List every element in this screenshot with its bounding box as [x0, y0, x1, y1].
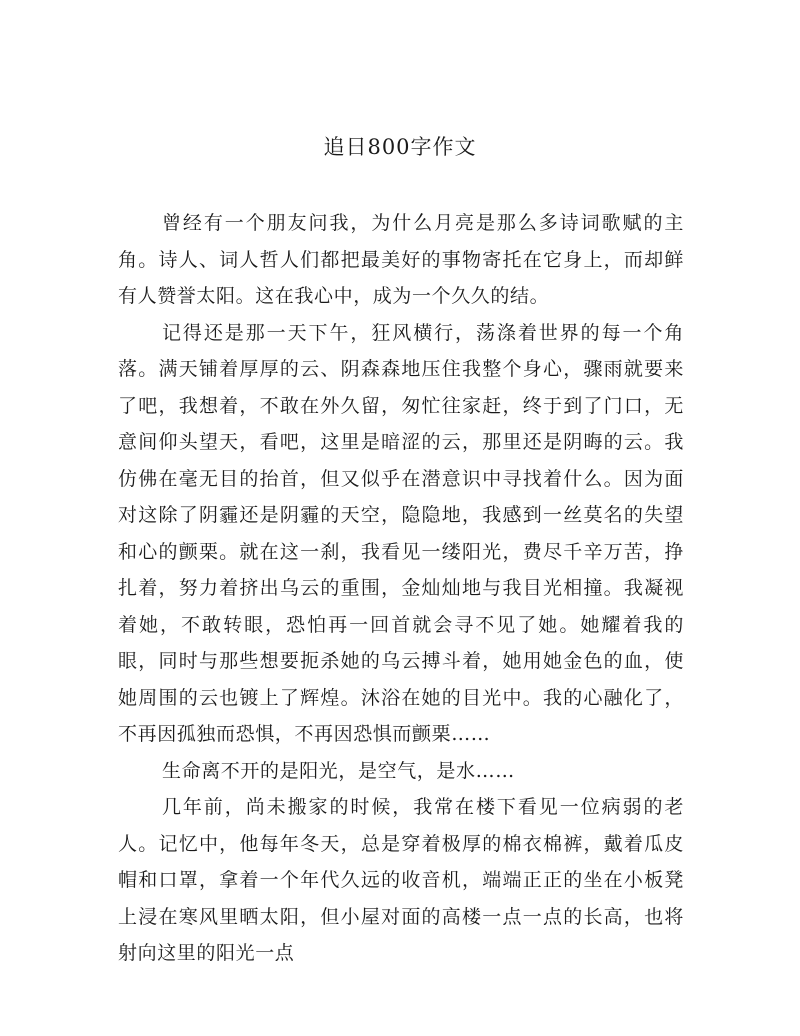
- paragraph: 生命离不开的是阳光，是空气，是水……: [162, 759, 515, 782]
- paragraph: 记得还是那一天下午，狂风横行，荡涤着世界的每一个角落。满天铺着厚厚的云、阴森森地压住我整个身心，骤雨就要来了吧，我想着，不敢在外久留，匆忙往家赶，终于到了门口，无意间仰头望天，看吧，这里是暗涩的云，那里还是阴晦的云。我仿佛在毫无目的抬首，但又似乎在潜意识中寻找着什么。因为面对这除了阴霾还是阴霾的天空，隐隐地，我感到一丝莫名的失望和心的颤栗。就在这一刹，我看见一缕阳光，费尽千辛万苦，挣扎着，努力着挤出乌云的重围，金灿灿地与我目光相撞。我凝视着她，不敢转眼，恐怕再一回首就会寻不见了她。她耀着我的眼，同时与那些想要扼杀她的乌云搏斗着，她用她金色的血，使她周围的云也镀上了辉煌。沐浴在她的目光中。我的心融化了，不再因孤独而恐惧，不再因恐惧而颤栗……: [118, 321, 684, 745]
- paragraph: 几年前，尚未搬家的时候，我常在楼下看见一位病弱的老人。记忆中，他每年冬天，总是穿着极厚的棉衣棉裤，戴着瓜皮帽和口罩，拿着一个年代久远的收音机，端端正正的坐在小板凳上浸在寒风里晒太阳，但小屋对面的高楼一点一点的长高，也将射向这里的阳光一点: [118, 796, 684, 964]
- document-body: [118, 205, 684, 972]
- paragraph: 曾经有一个朋友问我，为什么月亮是那么多诗词歌赋的主角。诗人、词人哲人们都把最美好的事物寄托在它身上，而却鲜有人赞誉太阳。这在我心中，成为一个久久的结。: [118, 212, 684, 307]
- document-title: 追日800字作文: [323, 135, 477, 159]
